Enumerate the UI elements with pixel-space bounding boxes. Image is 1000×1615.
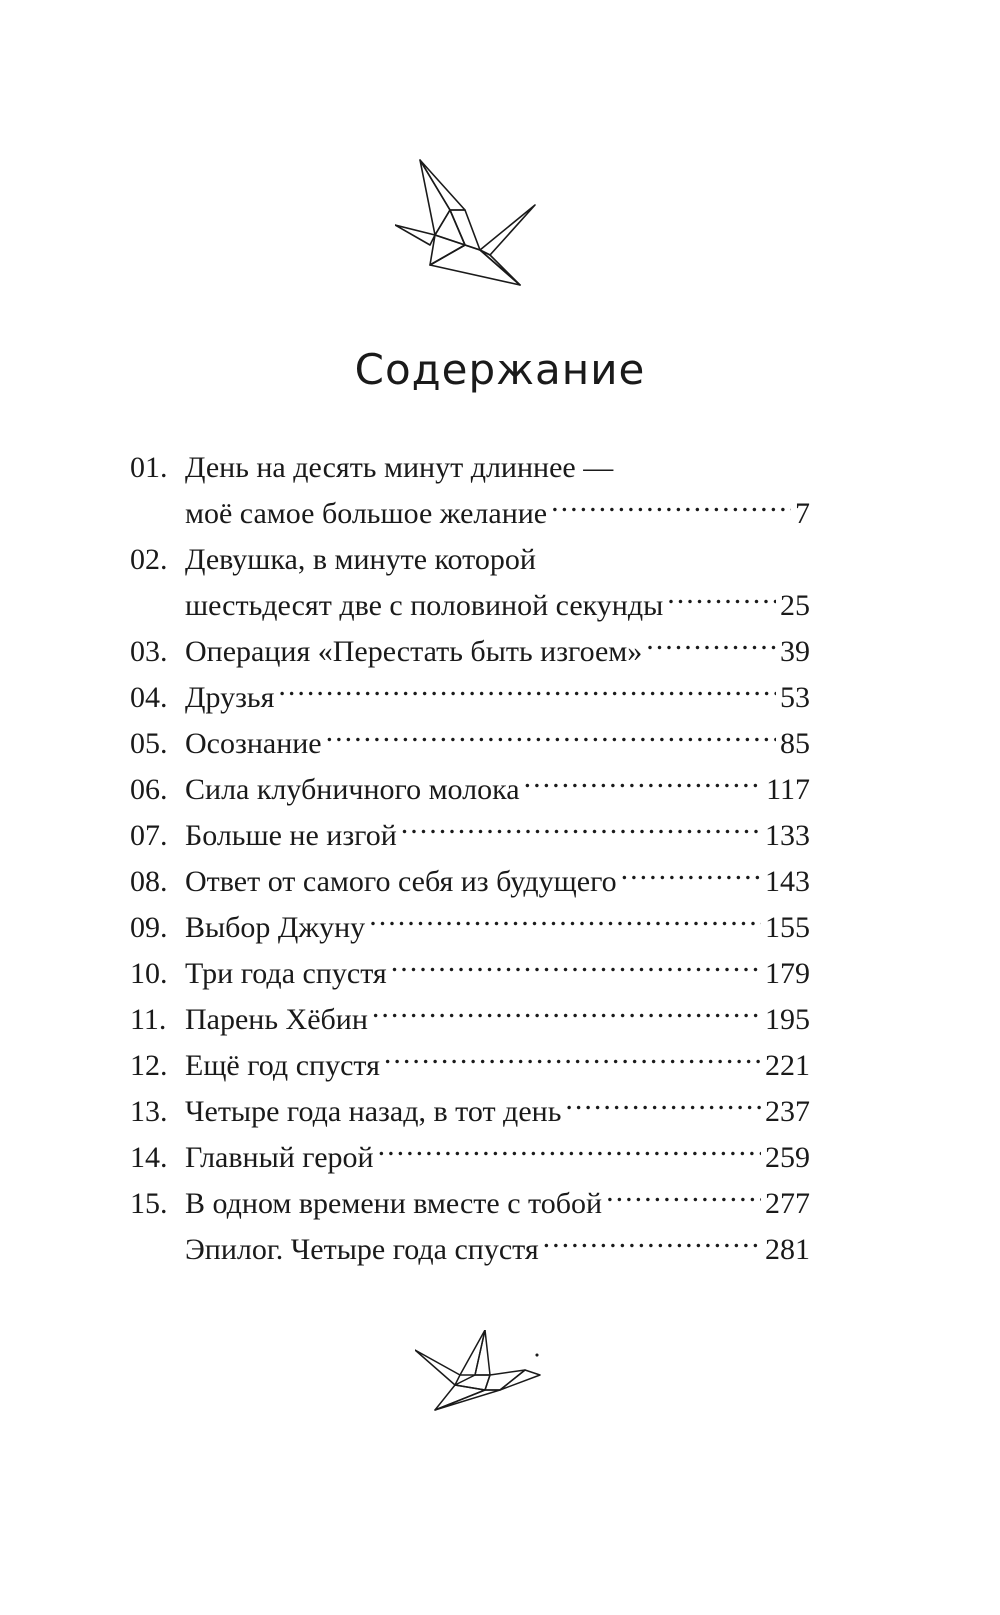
toc-entry	[130, 491, 810, 537]
dot-leader	[621, 861, 761, 891]
toc-entry	[130, 1181, 810, 1227]
toc-entry	[130, 721, 810, 767]
table-of-contents	[130, 445, 810, 1273]
toc-entry-page: 39	[780, 635, 810, 668]
toc-entry	[130, 859, 810, 905]
toc-entry-number: 03.	[130, 635, 168, 668]
toc-entry-page: 7	[795, 497, 810, 530]
toc-entry-page: 237	[765, 1095, 810, 1128]
dot-leader	[391, 953, 761, 983]
toc-entry-number: 07.	[130, 819, 168, 852]
page-title: Содержание	[354, 345, 646, 394]
dot-leader	[378, 1137, 761, 1167]
dot-leader	[606, 1183, 761, 1213]
toc-entry-title: Главный герой	[185, 1141, 374, 1174]
toc-entry	[130, 537, 810, 583]
toc-entry-page: 25	[780, 589, 810, 622]
dot-leader	[401, 815, 761, 845]
dot-leader	[326, 723, 776, 753]
toc-entry-title: День на десять минут длиннее —	[185, 451, 614, 484]
toc-entry-title: Друзья	[185, 681, 275, 714]
toc-entry-title: В одном времени вместе с тобой	[185, 1187, 603, 1220]
toc-entry-page: 117	[766, 773, 810, 806]
toc-entry-title: Сила клубничного молока	[185, 773, 520, 806]
dot-leader	[369, 907, 761, 937]
toc-entry	[130, 905, 810, 951]
origami-crane-icon	[415, 1330, 545, 1430]
toc-entry	[130, 1227, 810, 1273]
toc-entry-title: Операция «Перестать быть изгоем»	[185, 635, 643, 668]
origami-crane-icon	[395, 155, 545, 295]
dot-leader	[667, 585, 776, 615]
toc-entry-page: 179	[765, 957, 810, 990]
toc-entry-title: Больше не изгой	[185, 819, 397, 852]
toc-entry-page: 155	[765, 911, 810, 944]
toc-entry-number: 02.	[130, 543, 168, 576]
toc-entry-number: 15.	[130, 1187, 168, 1220]
toc-entry-number: 10.	[130, 957, 168, 990]
toc-entry-number: 04.	[130, 681, 168, 714]
toc-entry	[130, 445, 810, 491]
toc-entry-page: 143	[765, 865, 810, 898]
toc-entry	[130, 1043, 810, 1089]
toc-entry	[130, 1089, 810, 1135]
toc-entry-page: 85	[780, 727, 810, 760]
toc-entry-page: 195	[765, 1003, 810, 1036]
toc-entry	[130, 951, 810, 997]
dot-leader	[551, 493, 791, 523]
toc-entry	[130, 997, 810, 1043]
toc-entry	[130, 675, 810, 721]
toc-entry-title: Девушка, в минуте которой	[185, 543, 536, 576]
toc-entry-number: 08.	[130, 865, 168, 898]
toc-entry	[130, 583, 810, 629]
toc-entry-number: 11.	[130, 1003, 167, 1036]
toc-entry-title: шестьдесят две с половиной секунды	[185, 589, 664, 622]
toc-entry-title: Четыре года назад, в тот день	[185, 1095, 562, 1128]
toc-entry-title: Ответ от самого себя из будущего	[185, 865, 617, 898]
toc-entry-title: Осознание	[185, 727, 322, 760]
toc-entry-title: Ещё год спустя	[185, 1049, 380, 1082]
toc-entry-title: моё самое большое желание	[185, 497, 548, 530]
toc-entry-page: 53	[780, 681, 810, 714]
dot-leader	[543, 1229, 761, 1259]
toc-entry-number: 12.	[130, 1049, 168, 1082]
toc-entry-page: 277	[765, 1187, 810, 1220]
toc-entry-title: Выбор Джуну	[185, 911, 366, 944]
dot-leader	[384, 1045, 761, 1075]
dot-leader	[524, 769, 763, 799]
toc-entry	[130, 813, 810, 859]
toc-entry-number: 05.	[130, 727, 168, 760]
toc-entry-title: Эпилог. Четыре года спустя	[185, 1233, 539, 1266]
toc-entry-number: 09.	[130, 911, 168, 944]
toc-entry-page: 133	[765, 819, 810, 852]
toc-entry	[130, 767, 810, 813]
dot-leader	[278, 677, 776, 707]
toc-entry-title: Парень Хёбин	[185, 1003, 368, 1036]
toc-entry-title: Три года спустя	[185, 957, 387, 990]
toc-entry-page: 221	[765, 1049, 810, 1082]
dot-leader	[565, 1091, 761, 1121]
toc-entry-page: 281	[765, 1233, 810, 1266]
toc-entry-number: 13.	[130, 1095, 168, 1128]
toc-entry-number: 06.	[130, 773, 168, 806]
toc-entry-number: 14.	[130, 1141, 168, 1174]
toc-entry	[130, 629, 810, 675]
toc-entry-number: 01.	[130, 451, 168, 484]
dot-leader	[646, 631, 776, 661]
toc-entry-page: 259	[765, 1141, 810, 1174]
toc-entry	[130, 1135, 810, 1181]
dot-leader	[372, 999, 761, 1029]
